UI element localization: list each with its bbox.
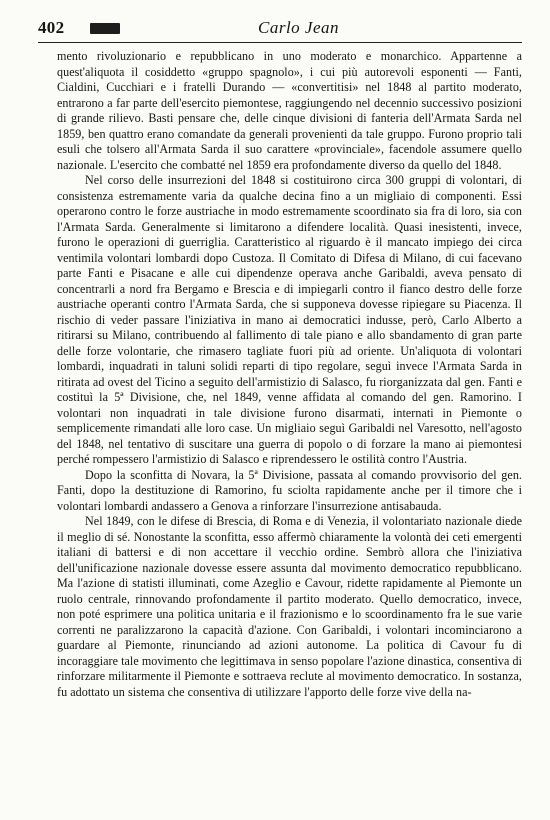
header-rule xyxy=(38,42,522,43)
running-head: Carlo Jean xyxy=(258,18,340,37)
paragraph: Nel 1849, con le difese di Brescia, di Roma e di Venezia, il volontariato nazionale diede il meglio di sé. Nonostante la sconfitta, esso affermò chiaramente la volontà dei ceti emergenti italiani di battersi e di non accettare il vecchio ordine. Sembrò allora che l'iniziativa dell'unificazione nazionale dovesse essere assunta dal movimento democratico repubblicano. Ma l'azione di statisti illuminati, come Azeglio e Cavour, ridette rapidamente al Piemonte un ruolo centrale, rinnovando profondamente il partito moderato. Quello democratico, invece, non poté esprimere una politica unitaria e il frazionismo e lo scoordinamento fra le sue varie correnti ne paralizzarono la capacità d'azione. Con Garibaldi, i volontari incominciarono a guardare al Piemonte, rinunciando ad azioni autonome. La politica di Cavour fu di incoraggiare tale movimento che legittimava in senso popolare l'azione dinastica, consentiva di rinforzare militarmente il Piemonte e sottraeva reclute al movimento democratico. In sostanza, fu adottato un sistema che consentiva di utilizzare l'apporto delle forze vive della na- xyxy=(57,514,522,699)
paragraph: mento rivoluzionario e repubblicano in uno moderato e monarchico. Appartenne a quest'aliquota il cosiddetto «gruppo spagnolo», i cui più autorevoli esponenti — Fanti, Cialdini, Cucchiari e i fratelli Durando — «convertitisi» nel 1848 al partito moderato, entrarono a far parte dell'esercito piemontese, raggiungendo nel decennio successivo posizioni di grande rilievo. Basti pensare che, delle cinque divisioni di fanteria dell'Armata Sarda nel 1859, ben quattro erano comandate da generali provenienti da tale gruppo. Furono proprio tali esuli che tolsero all'Armata Sarda il suo carattere «provinciale», facendole assumere quello nazionale. L'esercito che combatté nel 1859 era profondamente diverso da quello del 1848. xyxy=(57,49,522,172)
paragraph: Dopo la sconfitta di Novara, la 5ª Divisione, passata al comando provvisorio del gen. Fanti, dopo la destituzione di Ramorino, fu sciolta rapidamente anche per il timore che i volontari lombardi andassero a Genova a rinforzare l'insurrezione antisabauda. xyxy=(57,467,522,513)
ink-smudge xyxy=(90,23,120,34)
body-text xyxy=(57,49,522,700)
page-header xyxy=(38,16,522,42)
page-number: 402 xyxy=(38,18,65,37)
paragraph: Nel corso delle insurrezioni del 1848 si costituirono circa 300 gruppi di volontari, di consistenza estremamente varia da qualche decina fino a un migliaio di componenti. Essi operarono contro le forze austriache in modo estremamente scoordinato sia fra di loro, sia con l'Armata Sarda. Generalmente si limitarono a difendere località. Quasi inesistenti, invece, furono le operazioni di guerriglia. Caratteristico al riguardo è il mancato impiego dei circa ventimila volontari lombardi dopo Custoza. Il Comitato di Difesa di Milano, di cui facevano parte Fanti e Pisacane e alle cui dipendenze operava anche Garibaldi, aveva pensato di concentrarli a nord fra Bergamo e Brescia e di impiegarli contro il fianco destro delle forze austriache operanti contro l'Armata Sarda, che si supponeva dovesse ripiegare su Piacenza. Il rischio di veder passare l'iniziativa in mano ai democratici indusse, però, Carlo Alberto a ritirarsi su Milano, contribuendo al fallimento di tale piano e allo sbandamento di gran parte delle forze volontarie, che rimasero tagliate fuori più ad oriente. Un'aliquota di volontari lombardi, inquadrati in taluni solidi reparti di tipo regolare, seguì invece l'Armata Sarda in ritirata ad ovest del Ticino a seguito dell'armistizio di Salasco, fu riorganizzata dal gen. Fanti e costituì la 5ª Divisione, che, nel 1849, venne affidata al comando del gen. Ramorino. I volontari non inquadrati in tale divisione furono disarmati, internati in Piemonte o semplicemente rimandati alle loro case. Un migliaio seguì Garibaldi nel Varesotto, nell'agosto del 1848, nel tentativo di suscitare una guerra di popolo o di forzare la mano ai piemontesi perché rompessero l'armistizio di Salasco e riprendessero le ostilità contro l'Austria. xyxy=(57,173,522,466)
